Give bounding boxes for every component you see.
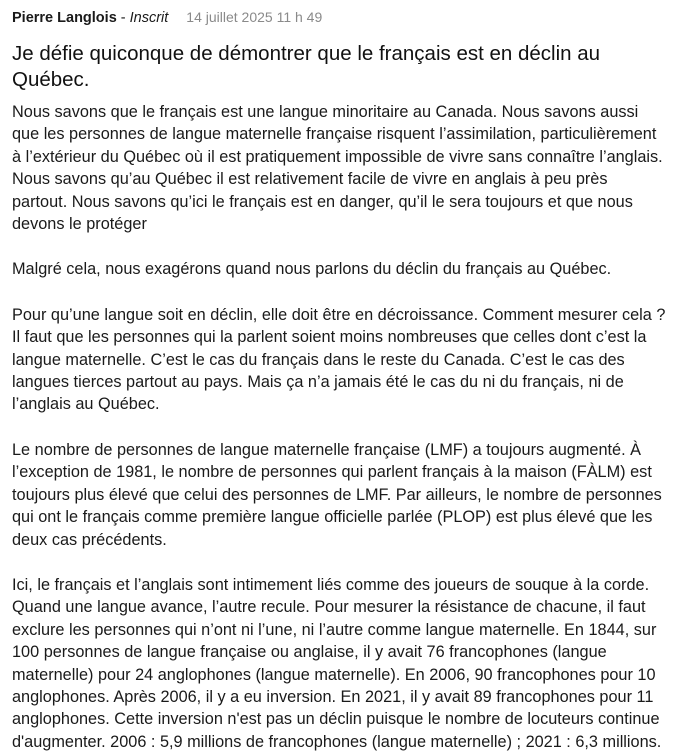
comment-paragraph: Le nombre de personnes de langue maternelle française (LMF) a toujours augmenté. À l’exception de 1981, le nombre de personnes qui parlent français à la maison (FÀLM) est toujours plus élevé que celui des personnes de LMF. Par ailleurs, le nombre de personnes qui ont le français comme première langue officielle parlée (PLOP) est plus élevé que les deux cas précédents. [12,440,662,549]
comment-timestamp: 14 juillet 2025 11 h 49 [186,9,323,25]
author-status: Inscrit [129,10,169,26]
comment-paragraph: Pour qu’une langue soit en déclin, elle doit être en décroissance. Comment mesurer cela ? Il faut que les personnes qui la parlent soient moins nombreuses que celles dont c’est la langue maternelle. C’est le cas du français dans le reste du Canada. C’est le cas des langues tierces partout au pays. Mais ça n’a jamais été le cas du ni du français, ni de l’anglais au Québec. [12,305,666,414]
comment-body [12,101,667,753]
comment-paragraph: Nous savons que le français est une langue minoritaire au Canada. Nous savons aussi que les personnes de langue maternelle française risquent l’assimilation, particulièrement à l’extérieur du Québec où il est pratiquement impossible de vivre sans connaître l’anglais. Nous savons qu’au Québec il est relativement facile de vivre en anglais à peu près partout. Nous savons qu’ici le français est en danger, qu’il le sera toujours et que nous devons le protéger [12,103,663,234]
meta-separator: - [120,10,126,26]
comment-paragraph: Ici, le français et l’anglais sont intimement liés comme des joueurs de souque à la corde. Quand une langue avance, l’autre recule. Pour mesurer la résistance de chacune, il faut exclure les personnes qui n’ont ni l’une, ni l’autre comme langue maternelle. En 1844, sur 100 personnes de langue française ou anglaise, il y avait 76 francophones (langue maternelle) pour 24 anglophones (langue maternelle). En 2006, 90 francophones pour 10 anglophones. Après 2006, il y a eu inversion. En 2021, il y avait 89 francophones pour 11 anglophones. Cette inversion n'est pas un déclin puisque le nombre de locuteurs continue d'augmenter. 2006 : 5,9 millions de francophones (langue maternelle) ; 2021 : 6,3 millions. [12,575,662,751]
comment-meta [12,7,667,28]
author-name[interactable]: Pierre Langlois [12,10,117,26]
comment-paragraph: Malgré cela, nous exagérons quand nous parlons du déclin du français au Québec. [12,260,612,279]
comment-title: Je défie quiconque de démontrer que le français est en déclin au Québec. [12,42,601,91]
